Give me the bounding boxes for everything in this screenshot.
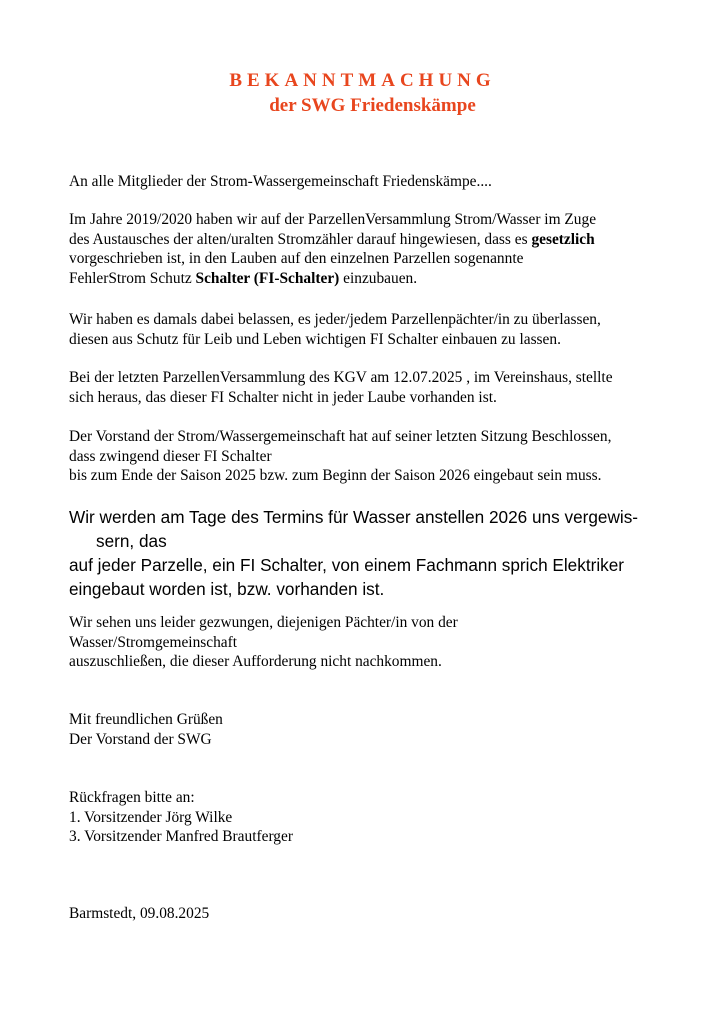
paragraph-meeting bbox=[69, 368, 679, 407]
paragraph-left-to-tenants bbox=[69, 310, 679, 349]
paragraph-line: dass zwingend dieser FI Schalter bbox=[69, 447, 272, 465]
heading-subtitle: der SWG Friedenskämpe bbox=[269, 95, 476, 116]
salutation bbox=[69, 172, 679, 192]
paragraph-line: Wir haben es damals dabei belassen, es jeder/jedem Parzellenpächter/in zu überlassen, bbox=[69, 311, 601, 328]
paragraph-line: Im Jahre 2019/2020 haben wir auf der ParzellenVersammlung Strom/Wasser im Zuge bbox=[69, 211, 597, 228]
text-run: des Austausches der alten/uralten Stromzähler darauf hingewiesen, dass es bbox=[69, 230, 532, 248]
paragraph-verification bbox=[69, 505, 679, 601]
paragraph-line: Wasser/Stromgemeinschaft bbox=[69, 633, 238, 651]
contacts-block bbox=[69, 788, 679, 847]
contact-item: 1. Vorsitzender Jörg Wilke bbox=[69, 808, 233, 826]
closing-signature: Der Vorstand der SWG bbox=[69, 730, 212, 748]
paragraph-exclusion bbox=[69, 613, 679, 672]
paragraph-line: sich heraus, das dieser FI Schalter nicht in jeder Laube vorhanden ist. bbox=[69, 388, 497, 406]
paragraph-line: diesen aus Schutz für Leib und Leben wichtigen FI Schalter einbauen zu lassen. bbox=[69, 330, 561, 348]
paragraph-line: Wir sehen uns leider gezwungen, diejenigen Pächter/in von der bbox=[69, 614, 458, 631]
contact-item: 3. Vorsitzender Manfred Brautferger bbox=[69, 828, 293, 845]
closing-line: Mit freundlichen Grüßen bbox=[69, 711, 223, 728]
paragraph-history bbox=[69, 210, 679, 288]
contacts-heading: Rückfragen bitte an: bbox=[69, 789, 195, 806]
emphasis-legal: gesetzlich bbox=[531, 230, 595, 248]
paragraph-line: Bei der letzten ParzellenVersammlung des KGV am 12.07.2025 , im Vereinshaus, stellte bbox=[69, 369, 613, 386]
salutation-text: An alle Mitglieder der Strom-Wassergemeinschaft Friedenskämpe.... bbox=[69, 173, 492, 190]
paragraph-line: sern, das bbox=[96, 531, 167, 551]
text-run: einzubauen. bbox=[339, 269, 418, 287]
paragraph-line: bis zum Ende der Saison 2025 bzw. zum Beginn der Saison 2026 eingebaut sein muss. bbox=[69, 467, 602, 484]
paragraph-line: Der Vorstand der Strom/Wassergemeinschaft hat auf seiner letzten Sitzung Beschlossen, bbox=[69, 428, 612, 445]
heading-title: BEKANNTMACHUNG bbox=[229, 70, 496, 91]
paragraph-line: vorgeschrieben ist, in den Lauben auf den einzelnen Parzellen sogenannte bbox=[69, 250, 524, 267]
text-run: FehlerStrom Schutz bbox=[69, 269, 196, 287]
paragraph-board-decision bbox=[69, 427, 679, 486]
paragraph-line: Wir werden am Tage des Termins für Wasser anstellen 2026 uns vergewis- bbox=[69, 507, 639, 527]
emphasis-fi-switch: Schalter (FI-Schalter) bbox=[195, 269, 340, 287]
paragraph-line: auf jeder Parzelle, ein FI Schalter, von einem Fachmann sprich Elektriker bbox=[69, 555, 625, 575]
paragraph-line: eingebaut worden ist, bzw. vorhanden ist. bbox=[69, 579, 385, 599]
paragraph-line bbox=[69, 230, 679, 250]
closing-greeting bbox=[69, 710, 679, 749]
place-date-text: Barmstedt, 09.08.2025 bbox=[69, 905, 210, 922]
paragraph-line bbox=[69, 269, 679, 289]
paragraph-line: auszuschließen, die dieser Aufforderung nicht nachkommen. bbox=[69, 653, 442, 670]
place-date bbox=[69, 904, 679, 924]
